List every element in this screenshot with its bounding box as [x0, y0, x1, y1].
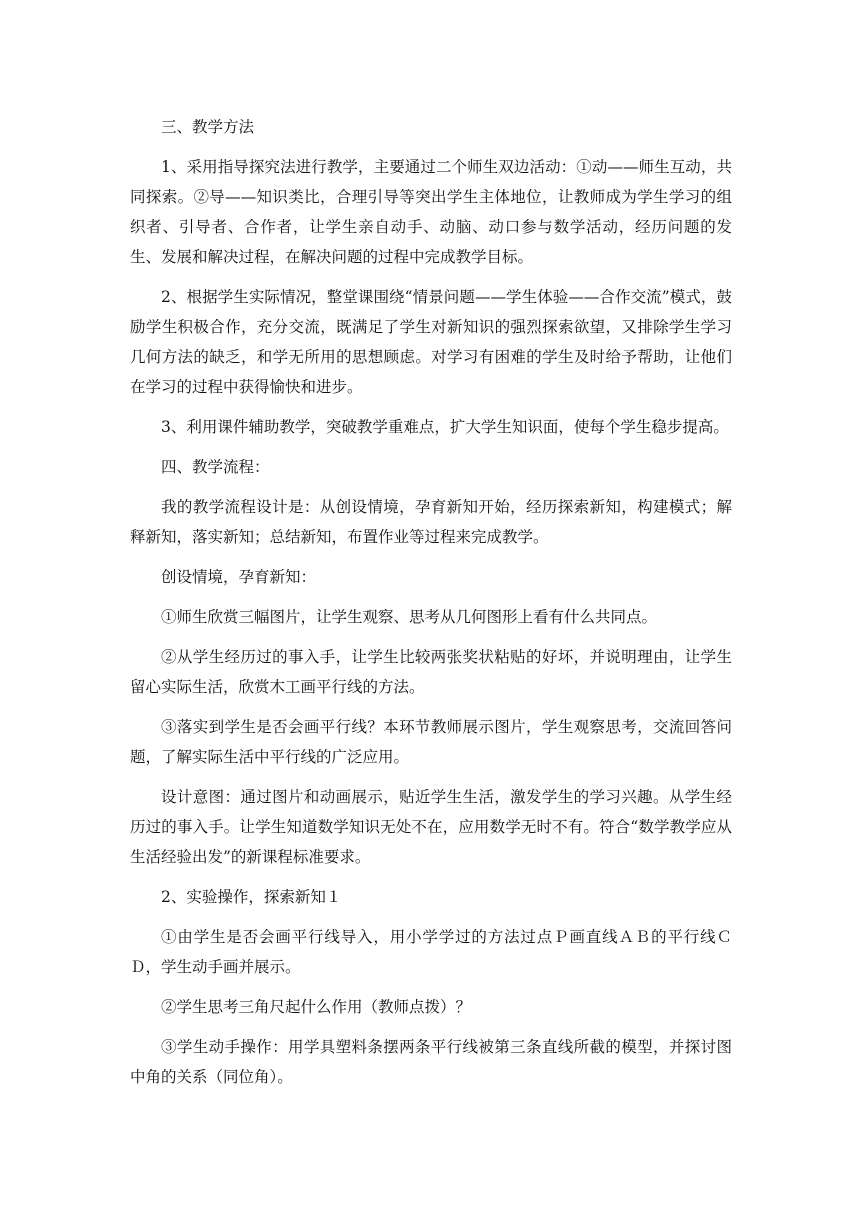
paragraph-method-1: 1、采用指导探究法进行教学，主要通过二个师生双边活动：①动——师生互动，共同探索。②导——知识类比，合理引导等突出学生主体地位，让教师成为学生学习的组织者、引导者、合作者，让学生亲自动手、动脑、动口参与数学活动，经历问题的发生、发展和解决过程，在解决问题的过程中完成教学目标。 [130, 158, 732, 266]
paragraph-process-design: 我的教学流程设计是：从创设情境，孕育新知开始，经历探索新知，构建模式；解释新知，落实新知；总结新知，布置作业等过程来完成教学。 [130, 498, 732, 546]
section-heading-teaching-methods: 三、教学方法 [161, 118, 255, 136]
section-heading-teaching-process: 四、教学流程： [161, 458, 270, 476]
paragraph-step-3: ③落实到学生是否会画平行线？本环节教师展示图片，学生观察思考，交流回答问题，了解实际生活中平行线的广泛应用。 [130, 718, 732, 766]
subheading-create-situation: 创设情境，孕育新知： [161, 568, 317, 586]
subheading-experiment: 2、实验操作，探索新知１ [161, 888, 342, 906]
paragraph-experiment-1: ①由学生是否会画平行线导入，用小学学过的方法过点Ｐ画直线ＡＢ的平行线ＣＤ，学生动手画并展示。 [130, 928, 732, 976]
paragraph-step-1: ①师生欣赏三幅图片，让学生观察、思考从几何图形上看有什么共同点。 [161, 608, 658, 626]
paragraph-method-2: 2、根据学生实际情况，整堂课围绕“情景问题——学生体验——合作交流”模式，鼓励学生积极合作，充分交流，既满足了学生对新知识的强烈探索欲望，又排除学生学习几何方法的缺乏，和学无所用的思想顾虑。对学习有困难的学生及时给予帮助，让他们在学习的过程中获得愉快和进步。 [130, 288, 732, 396]
document-body [130, 112, 732, 1102]
paragraph-design-intent: 设计意图：通过图片和动画展示，贴近学生生活，激发学生的学习兴趣。从学生经历过的事入手。让学生知道数学知识无处不在，应用数学无时不有。符合“数学教学应从生活经验出发”的新课程标准要求。 [130, 788, 732, 866]
paragraph-method-3: 3、利用课件辅助教学，突破教学重难点，扩大学生知识面，使每个学生稳步提高。 [161, 418, 729, 436]
paragraph-experiment-2: ②学生思考三角尺起什么作用（教师点拨）？ [161, 998, 472, 1016]
paragraph-experiment-3: ③学生动手操作：用学具塑料条摆两条平行线被第三条直线所截的模型，并探讨图中角的关系（同位角）。 [130, 1038, 732, 1086]
paragraph-step-2: ②从学生经历过的事入手，让学生比较两张奖状粘贴的好坏，并说明理由，让学生留心实际生活，欣赏木工画平行线的方法。 [130, 648, 732, 696]
